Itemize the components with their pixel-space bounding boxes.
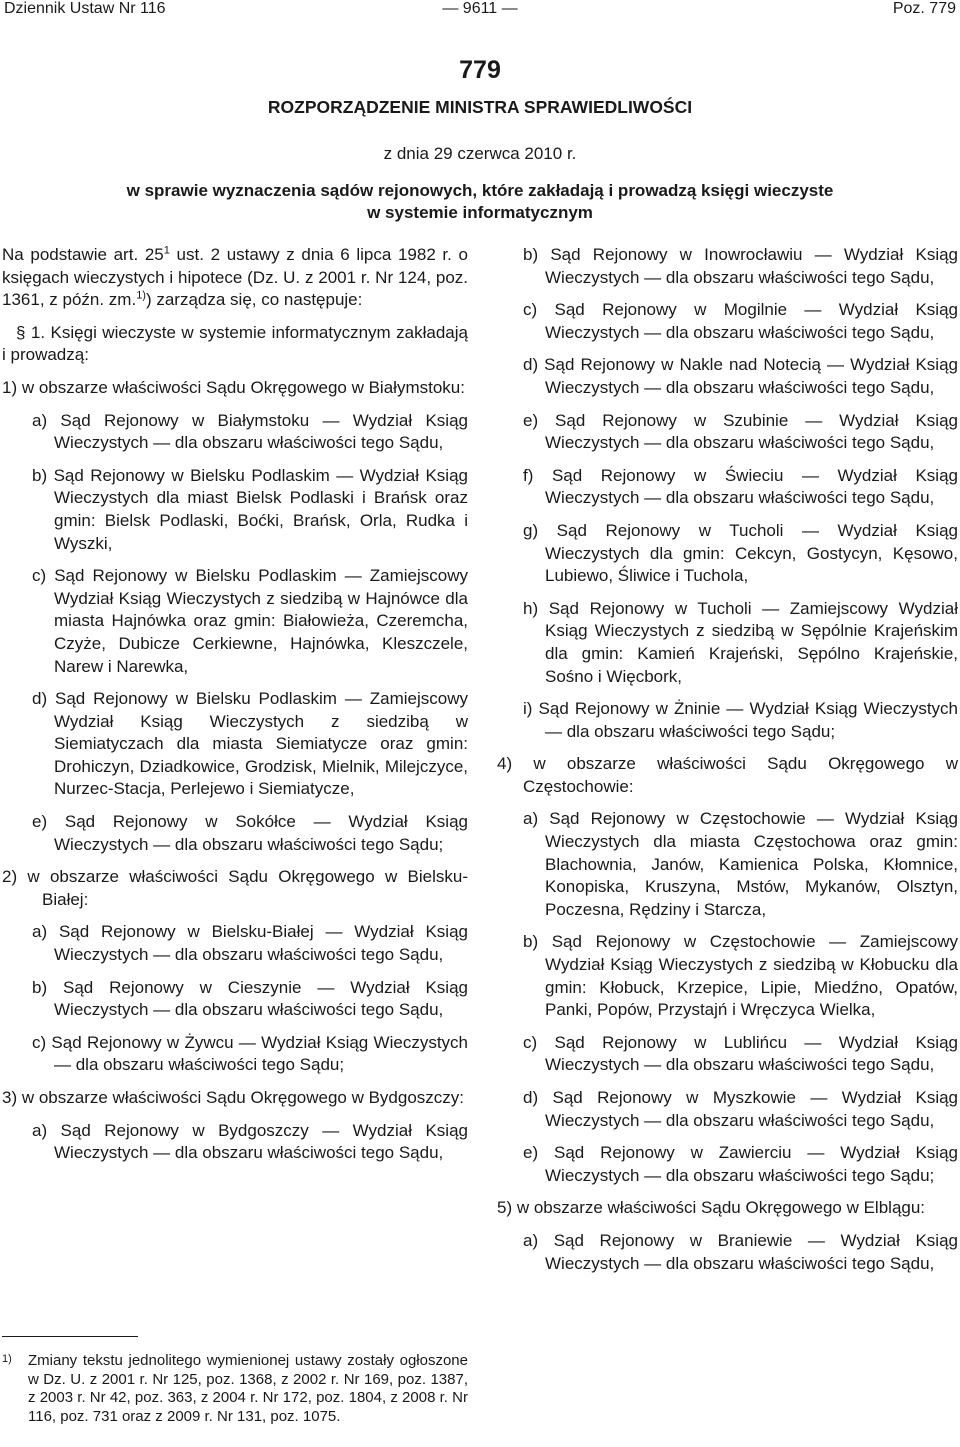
sub-list-item: a) Sąd Rejonowy w Braniewie — Wydział Ksiąg Wieczystych — dla obszaru właściwości tego Sądu, [523, 1230, 958, 1273]
sub-list-item: b) Sąd Rejonowy w Częstochowie — Zamiejscowy Wydział Ksiąg Wieczystych z siedzibą w Kłobucku dla gmin: Kłobuck, Krzepice, Lipie, Miedźno, Opatów, Panki, Popów, Przystajń i Wręczyca Wielka, [523, 932, 958, 1020]
footnote-rule [2, 1336, 138, 1337]
preamble [2, 244, 468, 312]
journal-name: Dziennik Ustaw Nr 116 [4, 0, 166, 17]
preamble-text-a: Na podstawie art. 25 [2, 245, 164, 264]
footnote [2, 1352, 468, 1426]
sub-list-item: c) Sąd Rejonowy w Mogilnie — Wydział Ksiąg Wieczystych — dla obszaru właściwości tego Sądu, [523, 300, 958, 342]
sub-list-item: c) Sąd Rejonowy w Żywcu — Wydział Ksiąg Wieczystych — dla obszaru właściwości tego Sądu; [32, 1032, 468, 1075]
article-superscript: 1 [163, 244, 170, 257]
act-title: ROZPORZĄDZENIE MINISTRA SPRAWIEDLIWOŚCI [267, 97, 693, 117]
sub-list-item: e) Sąd Rejonowy w Szubinie — Wydział Ksiąg Wieczystych — dla obszaru właściwości tego Sądu, [523, 410, 958, 453]
sub-list-item: d) Sąd Rejonowy w Nakle nad Notecią — Wydział Ksiąg Wieczystych — dla obszaru właściwości tego Sądu, [523, 355, 958, 397]
list-item: 2) w obszarze właściwości Sądu Okręgowego w Bielsku-Białej: [2, 867, 468, 909]
sub-list-item: a) Sąd Rejonowy w Bydgoszczy — Wydział Ksiąg Wieczystych — dla obszaru właściwości tego Sądu, [32, 1120, 468, 1163]
page-number: — 9611 — [442, 0, 518, 17]
sub-list-item: c) Sąd Rejonowy w Bielsku Podlaskim — Zamiejscowy Wydział Ksiąg Wieczystych z siedzibą w Hajnówce dla miasta Hajnówka oraz gmin: Białowieża, Czeremcha, Czyże, Dubicze Cerkiewne, Hajnówka, Kleszczele, Narew i Narewka, [32, 566, 468, 676]
sub-list-item: h) Sąd Rejonowy w Tucholi — Zamiejscowy Wydział Ksiąg Wieczystych z siedzibą w Sępólnie Krajeńskim dla gmin: Kamień Krajeński, Sępólno Krajeńskie, Sośno i Więcbork, [523, 598, 958, 686]
sub-list-item: e) Sąd Rejonowy w Sokółce — Wydział Ksiąg Wieczystych — dla obszaru właściwości tego Sądu; [32, 812, 468, 854]
sub-list-item: e) Sąd Rejonowy w Zawierciu — Wydział Ksiąg Wieczystych — dla obszaru właściwości tego Sądu; [523, 1143, 958, 1185]
footnote-mark: 1) [2, 1353, 12, 1365]
paragraph-1: § 1. Księgi wieczyste w systemie informatycznym zakładają i prowadzą: [2, 322, 468, 365]
sub-list-item: b) Sąd Rejonowy w Bielsku Podlaskim — Wydział Ksiąg Wieczystych dla miast Bielsk Podlaski i Brańsk oraz gmin: Bielsk Podlaski, Boćki, Brańsk, Orla, Rudka i Wyszki, [32, 465, 468, 553]
sub-list-item: a) Sąd Rejonowy w Bielsku-Białej — Wydział Ksiąg Wieczystych — dla obszaru właściwości tego Sądu, [32, 922, 468, 965]
sub-list-item: b) Sąd Rejonowy w Inowrocławiu — Wydział Ksiąg Wieczystych — dla obszaru właściwości tego Sądu, [523, 245, 958, 287]
act-number: 779 [459, 56, 501, 84]
sub-list-item: c) Sąd Rejonowy w Lublińcu — Wydział Ksiąg Wieczystych — dla obszaru właściwości tego Sądu, [523, 1032, 958, 1075]
act-subject-line1: w sprawie wyznaczenia sądów rejonowych, które zakładają i prowadzą księgi wieczyste [126, 181, 834, 200]
footnote-reference: 1) [136, 289, 146, 302]
sub-list-item: a) Sąd Rejonowy w Częstochowie — Wydział Ksiąg Wieczystych dla miasta Częstochowa oraz gmin: Blachownia, Janów, Kamienica Polska, Kłomnice, Konopiska, Kruszyna, Mstów, Mykanów, Olsztyn, Poczesna, Rędziny i Starcza, [523, 809, 958, 919]
list-item: 3) w obszarze właściwości Sądu Okręgowego w Bydgoszczy: [2, 1088, 465, 1107]
list-item: 4) w obszarze właściwości Sądu Okręgowego w Częstochowie: [497, 754, 958, 796]
list-item: 5) w obszarze właściwości Sądu Okręgowego w Elblągu: [497, 1198, 926, 1218]
sub-list-item: a) Sąd Rejonowy w Białymstoku — Wydział Ksiąg Wieczystych — dla obszaru właściwości tego Sądu, [32, 410, 468, 453]
footnote-text: Zmiany tekstu jednolitego wymienionej ustawy zostały ogłoszone w Dz. U. z 2001 r. Nr 125, poz. 1368, z 2002 r. Nr 169, poz. 1387, z 2003 r. Nr 42, poz. 363, z 2004 r. Nr 172, poz. 1804, z 2008 r. Nr 116, poz. 731 oraz z 2009 r. Nr 131, poz. 1075. [28, 1352, 468, 1425]
preamble-text-c: ) zarządza się, co następuje: [145, 290, 363, 310]
sub-list-item: b) Sąd Rejonowy w Cieszynie — Wydział Ksiąg Wieczystych — dla obszaru właściwości tego Sądu, [32, 977, 468, 1020]
act-subject [0, 180, 960, 224]
page-header [0, 0, 960, 20]
sub-list-item: i) Sąd Rejonowy w Żninie — Wydział Ksiąg Wieczystych — dla obszaru właściwości tego Sądu; [523, 699, 958, 741]
act-date: z dnia 29 czerwca 2010 r. [383, 144, 577, 163]
act-subject-line2: w systemie informatycznym [367, 203, 593, 222]
sub-list-item: d) Sąd Rejonowy w Bielsku Podlaskim — Zamiejscowy Wydział Ksiąg Wieczystych z siedzibą w Siemiatyczach dla miasta Siemiatycze oraz gmin: Drohiczyn, Dziadkowice, Grodzisk, Mielnik, Milejczyce, Nurzec-Stacja, Perlejewo i Siemiatycze, [32, 689, 468, 799]
sub-list-item: g) Sąd Rejonowy w Tucholi — Wydział Ksiąg Wieczystych dla gmin: Cekcyn, Gostycyn, Kęsowo, Lubiewo, Śliwice i Tuchola, [523, 520, 958, 586]
left-column [2, 244, 468, 1165]
position-number: Poz. 779 [892, 0, 956, 17]
preamble-text-b: ust. 2 ustawy z dnia 6 lipca 1982 r. o księgach wieczystych i hipotece (Dz. U. z 2001 r. Nr 124, poz. 1361, z późn. zm. [2, 245, 468, 310]
right-column [497, 244, 958, 1275]
sub-list-item: f) Sąd Rejonowy w Świeciu — Wydział Ksiąg Wieczystych — dla obszaru właściwości tego Sądu, [523, 465, 958, 508]
list-item: 1) w obszarze właściwości Sądu Okręgowego w Białymstoku: [2, 377, 465, 397]
sub-list-item: d) Sąd Rejonowy w Myszkowie — Wydział Ksiąg Wieczystych — dla obszaru właściwości tego Sądu, [523, 1088, 958, 1130]
